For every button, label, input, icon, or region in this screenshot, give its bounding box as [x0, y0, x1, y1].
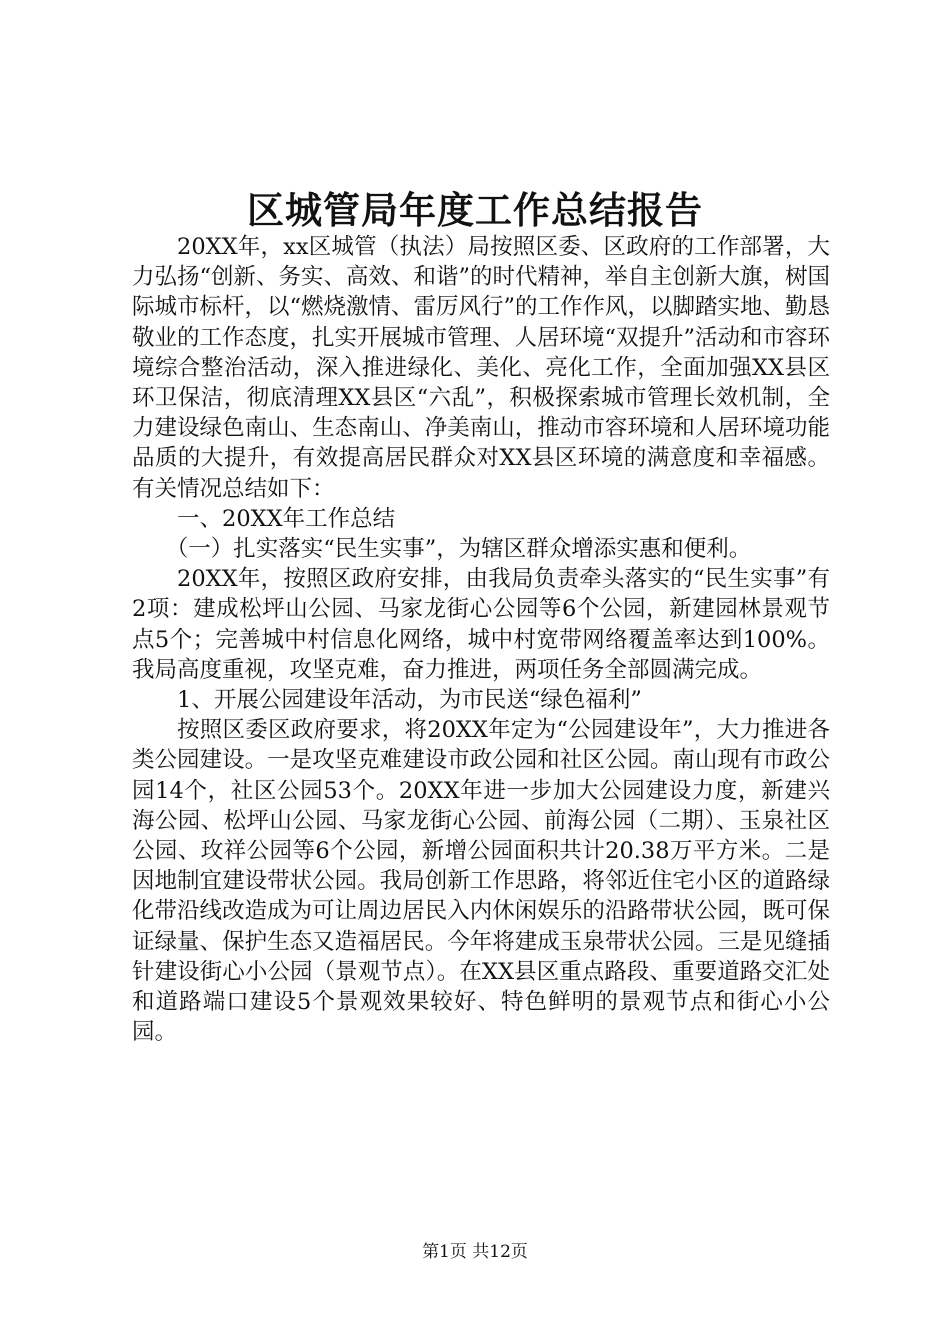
paragraph-park-construction: 按照区委区政府要求，将20XX年定为“公园建设年”，大力推进各类公园建设。一是攻坚克难建设市政公园和社区公园。南山现有市政公园14个，社区公园53个。20XX年进一步加大公园建设力度，新建兴海公园、松坪山公园、马家龙街心公园、前海公园（二期）、玉泉社区公园、玫祥公园等6个公园，新增公园面积共计20.38万平方米。二是因地制宜建设带状公园。我局创新工作思路，将邻近住宅小区的道路绿化带沿线改造成为可让周边居民入内休闲娱乐的沿路带状公园，既可保证绿量、保护生态又造福居民。今年将建成玉泉带状公园。三是见缝插针建设街心小公园（景观节点）。在XX县区重点路段、重要道路交汇处和道路端口建设5个景观效果较好、特色鲜明的景观节点和街心小公园。: [132, 717, 830, 1046]
item-heading: 1、开展公园建设年活动，为市民送“绿色福利”: [177, 687, 642, 714]
paragraph-livelihood: 20XX年，按照区政府安排，由我局负责牵头落实的“民生实事”有2项：建成松坪山公园、马家龙街心公园等6个公园，新建园林景观节点5个；完善城中村信息化网络，城中村宽带网络覆盖率达到100%。我局高度重视，攻坚克难，奋力推进，两项任务全部圆满完成。: [132, 566, 830, 683]
document-title: 区城管局年度工作总结报告: [247, 188, 703, 232]
paragraph-intro: 20XX年，xx区城管（执法）局按照区委、区政府的工作部署，大力弘扬“创新、务实、高效、和谐”的时代精神，举自主创新大旗，树国际城市标杆，以“燃烧激情、雷厉风行”的工作作风，以脚踏实地、勤恳敬业的工作态度，扎实开展城市管理、人居环境“双提升”活动和市容环境综合整治活动，深入推进绿化、美化、亮化工作，全面加强XX县区环卫保洁，彻底清理XX县区“六乱”，积极探索城市管理长效机制，全力建设绿色南山、生态南山、净美南山，推动市容环境和人居环境功能品质的大提升，有效提高居民群众对XX县区环境的满意度和幸福感。有关情况总结如下：: [132, 234, 831, 502]
subsection-heading: （一）扎实落实“民生实事”，为辖区群众增添实惠和便利。: [165, 536, 752, 563]
document-body: [132, 232, 830, 1047]
page-footer: 第1页 共12页: [422, 1242, 528, 1262]
section-heading: 一、20XX年工作总结: [177, 505, 396, 532]
